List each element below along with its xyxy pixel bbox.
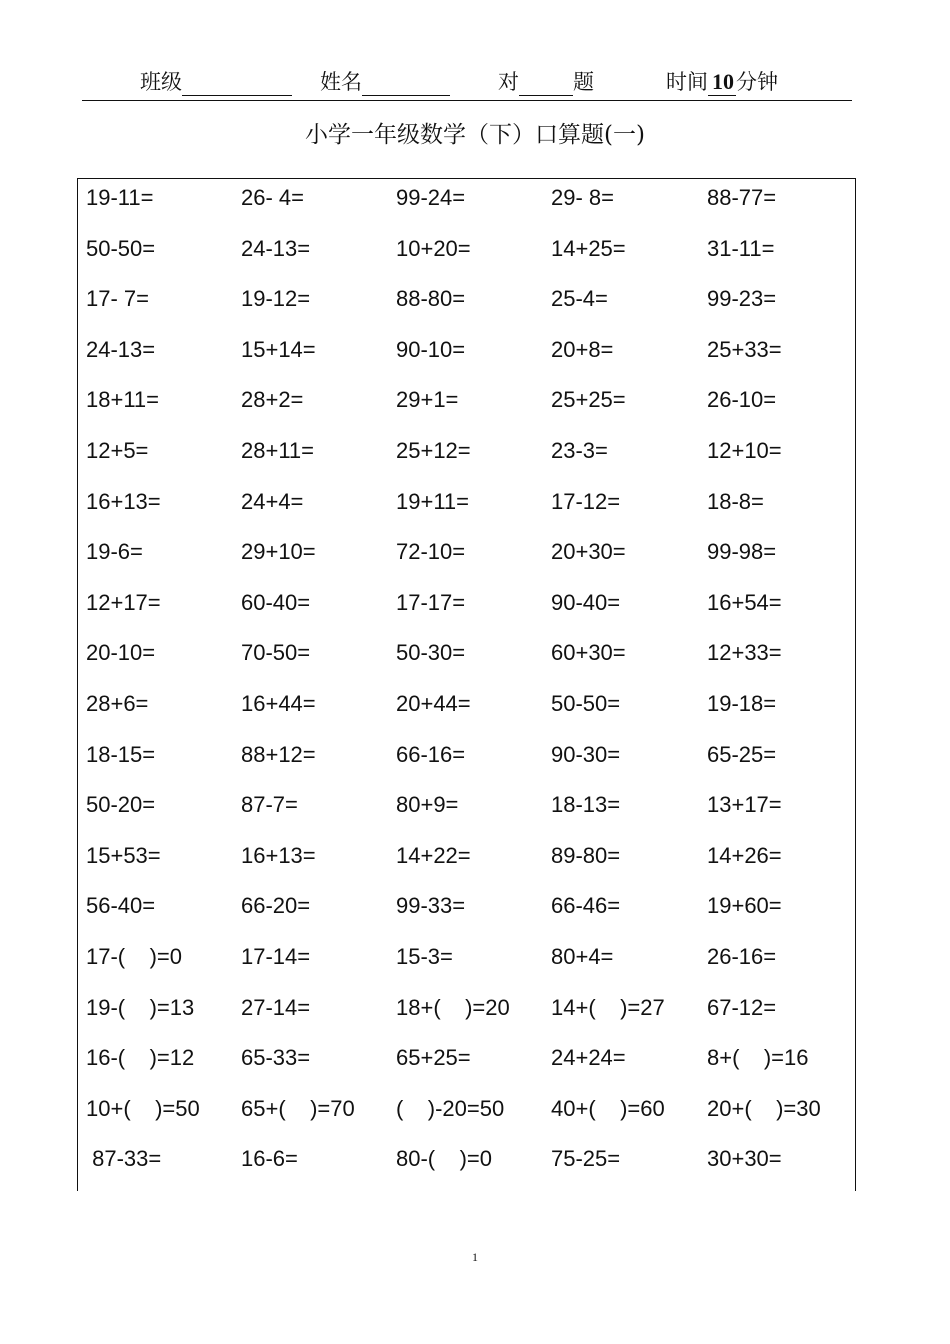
problem-row <box>78 282 855 332</box>
problem-row <box>78 636 855 686</box>
problem-cell: 60-40= <box>241 589 311 615</box>
problem-cell: 66-20= <box>241 893 311 919</box>
problem-cell: 72-10= <box>396 539 466 565</box>
problem-cell: 16+13= <box>241 842 316 868</box>
problem-cell: 19+11= <box>396 488 470 514</box>
problem-cell: 20+30= <box>551 539 626 565</box>
problem-cell: 23-3= <box>551 438 608 463</box>
problem-cell: 13+17= <box>707 792 782 818</box>
problem-cell: 25+33= <box>707 336 782 362</box>
problem-cell: 14+( )=27 <box>551 994 665 1020</box>
question-label: 题 <box>573 70 594 94</box>
problem-cell: 24-13= <box>86 336 156 362</box>
problem-cell: 70-50= <box>241 640 311 666</box>
problem-cell: 14+22= <box>396 842 471 868</box>
problem-cell: 87-33= <box>86 1146 162 1172</box>
problem-row <box>78 839 855 889</box>
problem-cell: 17-12= <box>551 488 621 514</box>
time-label: 时间 <box>666 70 708 94</box>
problem-row <box>78 788 855 838</box>
problem-cell: 17-14= <box>241 944 311 969</box>
problem-cell: 88+12= <box>241 741 316 767</box>
problem-row <box>78 232 855 282</box>
problem-cell: 88-80= <box>396 286 466 312</box>
time-unit: 分钟 <box>736 70 778 94</box>
problem-cell: 18-15= <box>86 741 156 767</box>
problem-row <box>78 535 855 585</box>
problem-cell: 19-( )=13 <box>86 994 195 1020</box>
name-blank[interactable] <box>362 73 450 96</box>
problem-cell: 29- 8= <box>551 185 614 210</box>
problem-cell: 80-( )=0 <box>396 1146 492 1172</box>
problem-cell: 40+( )=60 <box>551 1095 665 1121</box>
problem-row <box>78 586 855 636</box>
problem-cell: 16-( )=12 <box>86 1045 195 1071</box>
problem-cell: 24+24= <box>551 1045 626 1071</box>
problem-cell: 26-10= <box>707 387 777 413</box>
problem-row <box>78 991 855 1041</box>
problem-cell: 25-4= <box>551 286 608 312</box>
problem-cell: 12+5= <box>86 438 149 463</box>
page-number: 1 <box>472 1250 478 1264</box>
problem-cell: 24-13= <box>241 235 311 261</box>
problem-cell: 15+14= <box>241 336 316 362</box>
worksheet-header <box>82 62 852 101</box>
problem-row <box>78 333 855 383</box>
problem-row <box>78 485 855 535</box>
problem-cell: 80+9= <box>396 792 459 818</box>
problem-cell: 65+25= <box>396 1045 471 1071</box>
problem-cell: 15-3= <box>396 944 453 969</box>
problem-cell: 50-50= <box>551 691 621 716</box>
problem-cell: 16-6= <box>241 1146 298 1172</box>
problem-cell: 99-23= <box>707 286 777 312</box>
problem-cell: 19-6= <box>86 539 143 565</box>
problem-cell: 15+53= <box>86 842 161 868</box>
problem-cell: 8+( )=16 <box>707 1045 809 1071</box>
problem-cell: 67-12= <box>707 994 777 1020</box>
problem-cell: 25+25= <box>551 387 626 413</box>
problem-cell: 75-25= <box>551 1146 621 1172</box>
problem-cell: 12+10= <box>707 438 782 463</box>
problem-cell: 19-12= <box>241 286 311 312</box>
problem-cell: 25+12= <box>396 438 471 463</box>
problem-cell: ( )-20=50 <box>396 1095 505 1121</box>
correct-field <box>498 66 594 96</box>
problem-cell: 16+54= <box>707 589 782 615</box>
problem-cell: 10+( )=50 <box>86 1095 200 1121</box>
problem-cell: 65-33= <box>241 1045 311 1071</box>
problem-cell: 19+60= <box>707 893 782 919</box>
problem-cell: 18-8= <box>707 488 764 514</box>
problem-cell: 16+44= <box>241 691 316 716</box>
problem-row <box>78 687 855 737</box>
problem-cell: 99-33= <box>396 893 466 919</box>
problem-cell: 10+20= <box>396 235 471 261</box>
problem-cell: 31-11= <box>707 235 775 261</box>
problem-cell: 29+10= <box>241 539 316 565</box>
problem-grid <box>77 178 856 1191</box>
problem-cell: 28+2= <box>241 387 304 413</box>
problem-cell: 14+25= <box>551 235 626 261</box>
problem-cell: 90-30= <box>551 741 621 767</box>
correct-label: 对 <box>498 70 519 94</box>
problem-cell: 99-24= <box>396 185 466 210</box>
problem-cell: 26-16= <box>707 944 777 969</box>
problem-cell: 66-16= <box>396 741 466 767</box>
time-field <box>666 66 778 96</box>
problem-cell: 90-10= <box>396 336 466 362</box>
problem-row <box>78 738 855 788</box>
problem-cell: 18+( )=20 <box>396 994 510 1020</box>
problem-cell: 66-46= <box>551 893 621 919</box>
problem-cell: 16+13= <box>86 488 161 514</box>
problem-cell: 12+17= <box>86 589 161 615</box>
problem-cell: 89-80= <box>551 842 621 868</box>
problem-cell: 50-50= <box>86 235 156 261</box>
problem-row <box>78 181 855 231</box>
problem-cell: 50-30= <box>396 640 466 666</box>
problem-cell: 20+8= <box>551 336 614 362</box>
page-title: 小学一年级数学（下）口算题(一) <box>305 122 645 148</box>
problem-row <box>78 889 855 939</box>
class-field <box>140 66 292 96</box>
problem-cell: 26- 4= <box>241 185 304 210</box>
problem-cell: 24+4= <box>241 488 304 514</box>
problem-cell: 17- 7= <box>86 286 149 312</box>
time-value: 10 <box>708 69 736 96</box>
problem-cell: 90-40= <box>551 589 621 615</box>
problem-row <box>78 1041 855 1091</box>
problem-cell: 30+30= <box>707 1146 782 1172</box>
problem-row <box>78 434 855 484</box>
problem-row <box>78 1142 855 1192</box>
problem-cell: 50-20= <box>86 792 156 818</box>
problem-row <box>78 1092 855 1142</box>
problem-row <box>78 940 855 990</box>
problem-row <box>78 383 855 433</box>
problem-cell: 27-14= <box>241 994 311 1020</box>
name-label: 姓名 <box>320 70 362 94</box>
problem-cell: 87-7= <box>241 792 298 818</box>
problem-cell: 19-11= <box>86 185 154 210</box>
name-field <box>320 66 450 96</box>
problem-cell: 56-40= <box>86 893 156 919</box>
problem-cell: 20-10= <box>86 640 156 666</box>
problem-cell: 88-77= <box>707 185 777 210</box>
problem-cell: 14+26= <box>707 842 782 868</box>
problem-cell: 60+30= <box>551 640 626 666</box>
class-label: 班级 <box>140 70 182 94</box>
problem-cell: 28+6= <box>86 691 149 716</box>
problem-cell: 18+11= <box>86 387 160 413</box>
problem-cell: 99-98= <box>707 539 777 565</box>
problem-cell: 80+4= <box>551 944 614 969</box>
problem-cell: 17-( )=0 <box>86 944 182 969</box>
problem-cell: 18-13= <box>551 792 621 818</box>
problem-cell: 20+( )=30 <box>707 1095 821 1121</box>
class-blank[interactable] <box>182 73 292 96</box>
problem-cell: 28+11= <box>241 438 315 463</box>
problem-cell: 12+33= <box>707 640 782 666</box>
problem-cell: 65+( )=70 <box>241 1095 355 1121</box>
problem-cell: 29+1= <box>396 387 459 413</box>
problem-cell: 65-25= <box>707 741 777 767</box>
correct-blank[interactable] <box>519 73 573 96</box>
problem-cell: 17-17= <box>396 589 466 615</box>
problem-cell: 19-18= <box>707 691 777 716</box>
problem-cell: 20+44= <box>396 691 471 716</box>
